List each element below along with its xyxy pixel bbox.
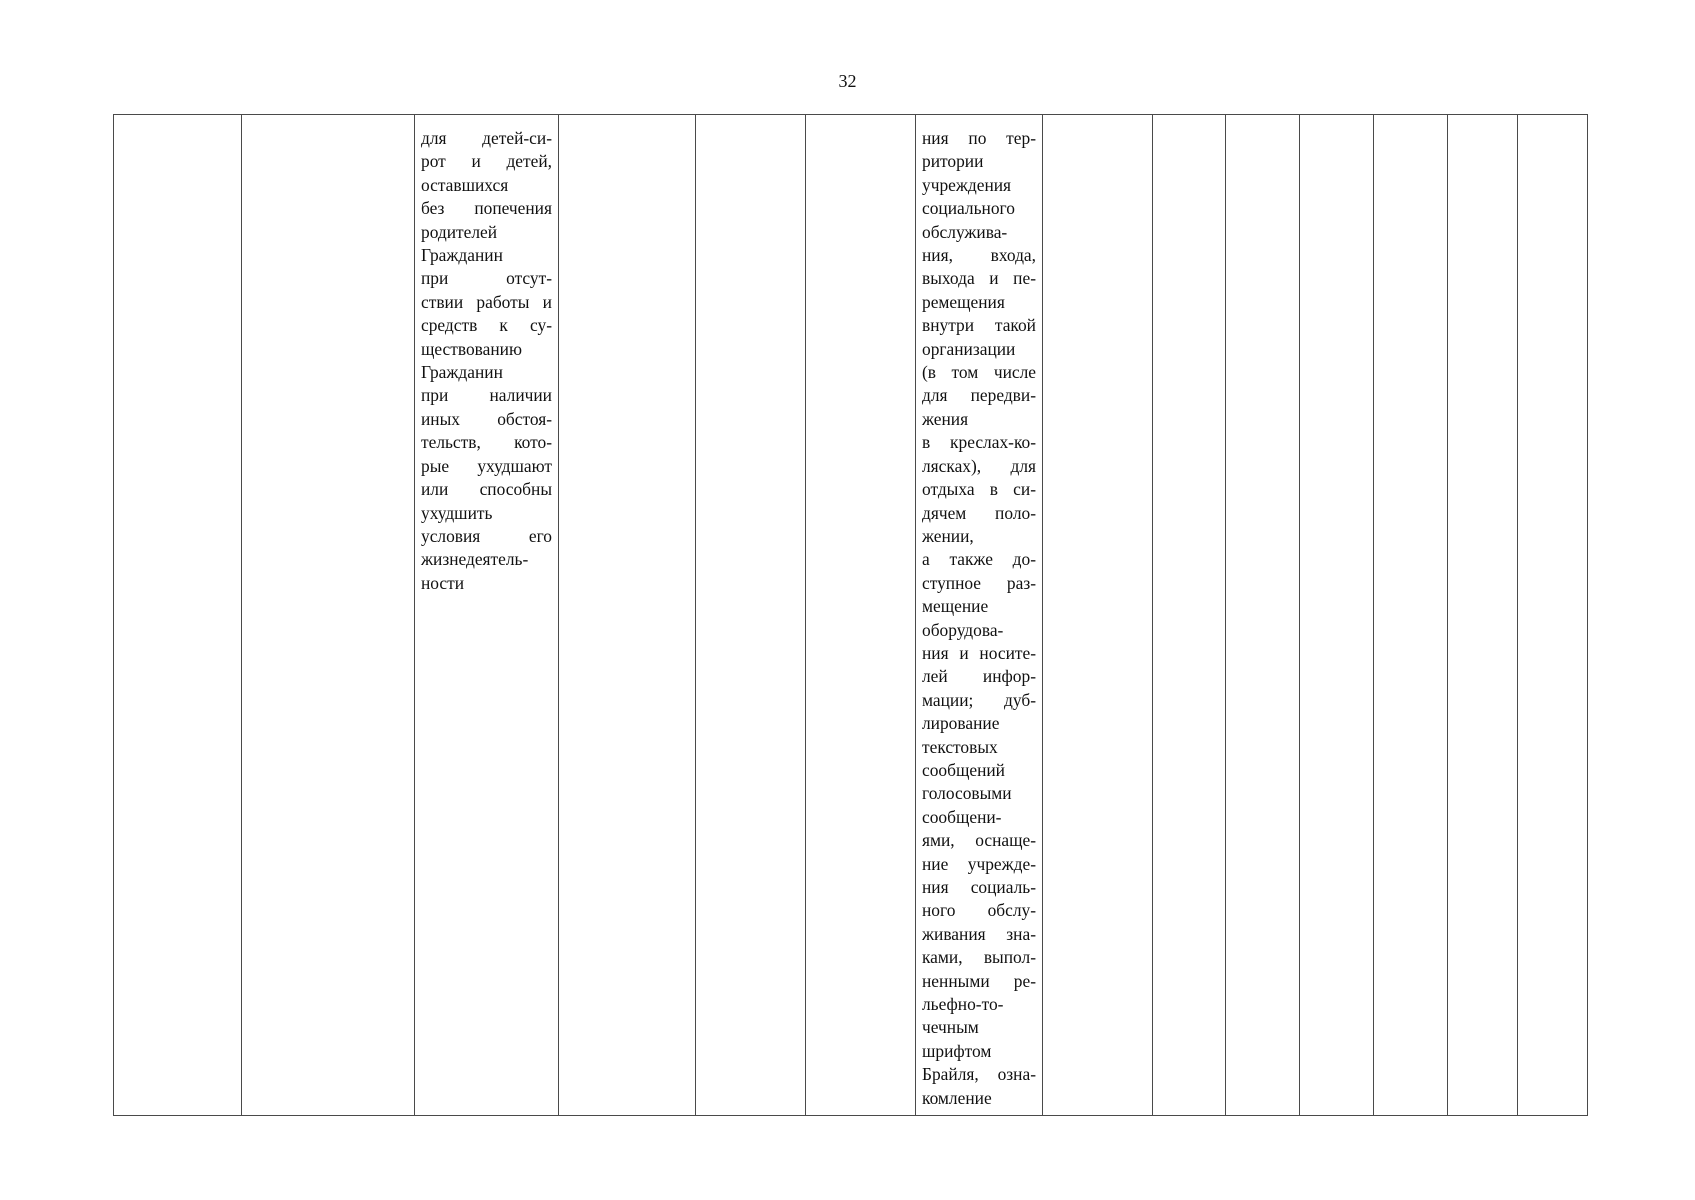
cell-line: (в том числе <box>922 362 1036 383</box>
cell-line: социального <box>922 198 1015 219</box>
cell-line: тельств, кото- <box>421 432 552 453</box>
cell-line: рот и детей, <box>421 151 552 172</box>
cell-line: ного обслу- <box>922 900 1036 921</box>
cell-line: для детей-си- <box>421 128 552 148</box>
page-number: 32 <box>838 71 857 91</box>
document-table <box>113 114 1588 1116</box>
cell-line: дячем поло- <box>922 502 1036 523</box>
cell-line: ухудшить <box>421 502 493 523</box>
cell-text-col7 <box>922 127 1036 1110</box>
cell-line: средств к су- <box>421 315 552 336</box>
cell-line: ками, выпол- <box>922 947 1036 968</box>
cell-line: мещение <box>922 596 989 617</box>
cell-line: внутри такой <box>922 315 1036 336</box>
cell-line: ремещения <box>922 291 1005 312</box>
cell-line: иных обстоя- <box>421 408 552 429</box>
cell-line: ния, входа, <box>922 245 1036 266</box>
table-cell-col7 <box>916 115 1043 1116</box>
cell-line: сообщений <box>922 759 1005 780</box>
cell-line: льефно-то- <box>922 994 1004 1015</box>
cell-line: Гражданин <box>421 362 503 383</box>
cell-line: оставшихся <box>421 174 509 195</box>
cell-line: ритории <box>922 151 984 172</box>
cell-line: при наличии <box>421 385 552 406</box>
table-cell-col1 <box>114 115 242 1116</box>
cell-line: живания зна- <box>922 923 1036 944</box>
cell-line: ненными ре- <box>922 970 1036 991</box>
cell-line: учреждения <box>922 174 1012 195</box>
cell-line: лирование <box>922 713 1000 734</box>
cell-line: в креслах-ко- <box>922 432 1036 453</box>
cell-line: ние учрежде- <box>922 853 1036 874</box>
cell-line: ществованию <box>421 338 522 359</box>
cell-line: лей инфор- <box>922 666 1036 687</box>
cell-line: ния социаль- <box>922 877 1036 897</box>
cell-line: сообщени- <box>922 806 1002 827</box>
cell-text-col3 <box>421 127 552 595</box>
table-cell-col10 <box>1226 115 1300 1116</box>
cell-line: условия его <box>421 525 552 546</box>
cell-line: для передви- <box>922 385 1036 406</box>
cell-line: без попечения <box>421 198 552 219</box>
cell-line: выхода и пе- <box>922 268 1036 289</box>
cell-line: Брайля, озна- <box>922 1064 1036 1085</box>
cell-line: рые ухудшают <box>421 455 552 476</box>
table-cell-col2 <box>242 115 415 1116</box>
cell-line: ствии работы и <box>421 291 552 312</box>
cell-line: жизнедеятель- <box>421 549 529 570</box>
cell-line: при отсут- <box>421 268 552 289</box>
table-cell-col5 <box>696 115 806 1116</box>
cell-line: Гражданин <box>421 245 503 266</box>
cell-line: родителей <box>421 221 498 242</box>
cell-line: ния и носите- <box>922 642 1036 663</box>
cell-line: ния по тер- <box>922 128 1036 148</box>
cell-line: чечным <box>922 1017 979 1038</box>
table-cell-col14 <box>1518 115 1588 1116</box>
table-cell-col3 <box>415 115 559 1116</box>
table-cell-col9 <box>1153 115 1226 1116</box>
table-cell-col8 <box>1043 115 1153 1116</box>
cell-line: жении, <box>922 525 974 546</box>
cell-line: ступное раз- <box>922 572 1036 593</box>
table-cell-col6 <box>806 115 916 1116</box>
cell-line: ями, оснаще- <box>922 830 1036 851</box>
cell-line: или способны <box>421 479 552 500</box>
table-cell-col13 <box>1448 115 1518 1116</box>
table-cell-col11 <box>1300 115 1374 1116</box>
table-row <box>114 115 1588 1116</box>
cell-line: голосовыми <box>922 783 1012 804</box>
cell-line: обслужива- <box>922 221 1008 242</box>
cell-line: комление <box>922 1087 992 1108</box>
cell-line: организации <box>922 338 1016 359</box>
cell-line: жения <box>922 408 969 429</box>
table-cell-col4 <box>559 115 696 1116</box>
cell-line: отдыха в си- <box>922 479 1036 500</box>
cell-line: а также до- <box>922 549 1036 570</box>
cell-line: лясках), для <box>922 455 1036 476</box>
cell-line: мации; дуб- <box>922 689 1036 710</box>
cell-line: оборудова- <box>922 619 1004 640</box>
table-cell-col12 <box>1374 115 1448 1116</box>
cell-line: ности <box>421 572 465 593</box>
cell-line: шрифтом <box>922 1040 992 1061</box>
cell-line: текстовых <box>922 736 998 757</box>
